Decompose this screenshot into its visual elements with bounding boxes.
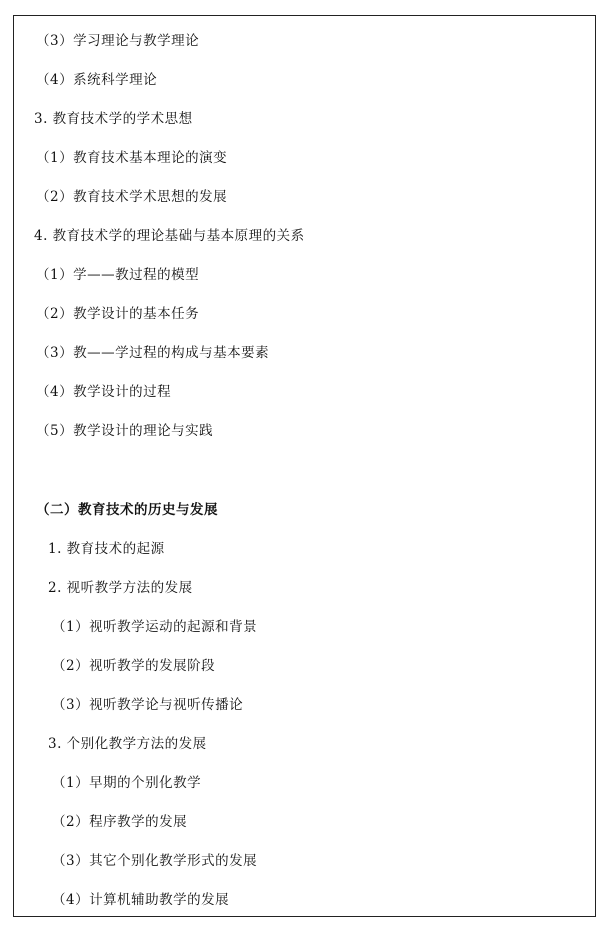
- history-item-3-3: （3）其它个别化教学形式的发展: [52, 853, 258, 869]
- outline-item-4-5: （5）教学设计的理论与实践: [36, 423, 214, 439]
- outline-item-4-3: （3）教——学过程的构成与基本要素: [36, 345, 270, 361]
- history-item-2-3: （3）视听教学论与视听传播论: [52, 697, 244, 713]
- subsection-heading-1: 1. 教育技术的起源: [48, 541, 165, 557]
- outline-item-4-1: （1）学——教过程的模型: [36, 267, 200, 283]
- outline-item-3-2: （2）教育技术学术思想的发展: [36, 189, 228, 205]
- outline-item-3-4: （4）系统科学理论: [36, 72, 158, 88]
- subsection-heading-3: 3. 个别化教学方法的发展: [48, 736, 207, 752]
- outline-item-3-3: （3）学习理论与教学理论: [36, 33, 200, 49]
- history-item-3-1: （1）早期的个别化教学: [52, 775, 202, 791]
- history-item-2-2: （2）视听教学的发展阶段: [52, 658, 216, 674]
- outline-heading-4: 4. 教育技术学的理论基础与基本原理的关系: [34, 228, 305, 244]
- outline-heading-3: 3. 教育技术学的学术思想: [34, 111, 193, 127]
- section-heading-history: （二）教育技术的历史与发展: [36, 502, 218, 518]
- outline-item-4-2: （2）教学设计的基本任务: [36, 306, 200, 322]
- history-item-2-1: （1）视听教学运动的起源和背景: [52, 619, 258, 635]
- history-item-3-2: （2）程序教学的发展: [52, 814, 188, 830]
- outline-item-3-1: （1）教育技术基本理论的演变: [36, 150, 228, 166]
- history-item-3-4: （4）计算机辅助教学的发展: [52, 892, 230, 908]
- outline-item-4-4: （4）教学设计的过程: [36, 384, 172, 400]
- subsection-heading-2: 2. 视听教学方法的发展: [48, 580, 193, 596]
